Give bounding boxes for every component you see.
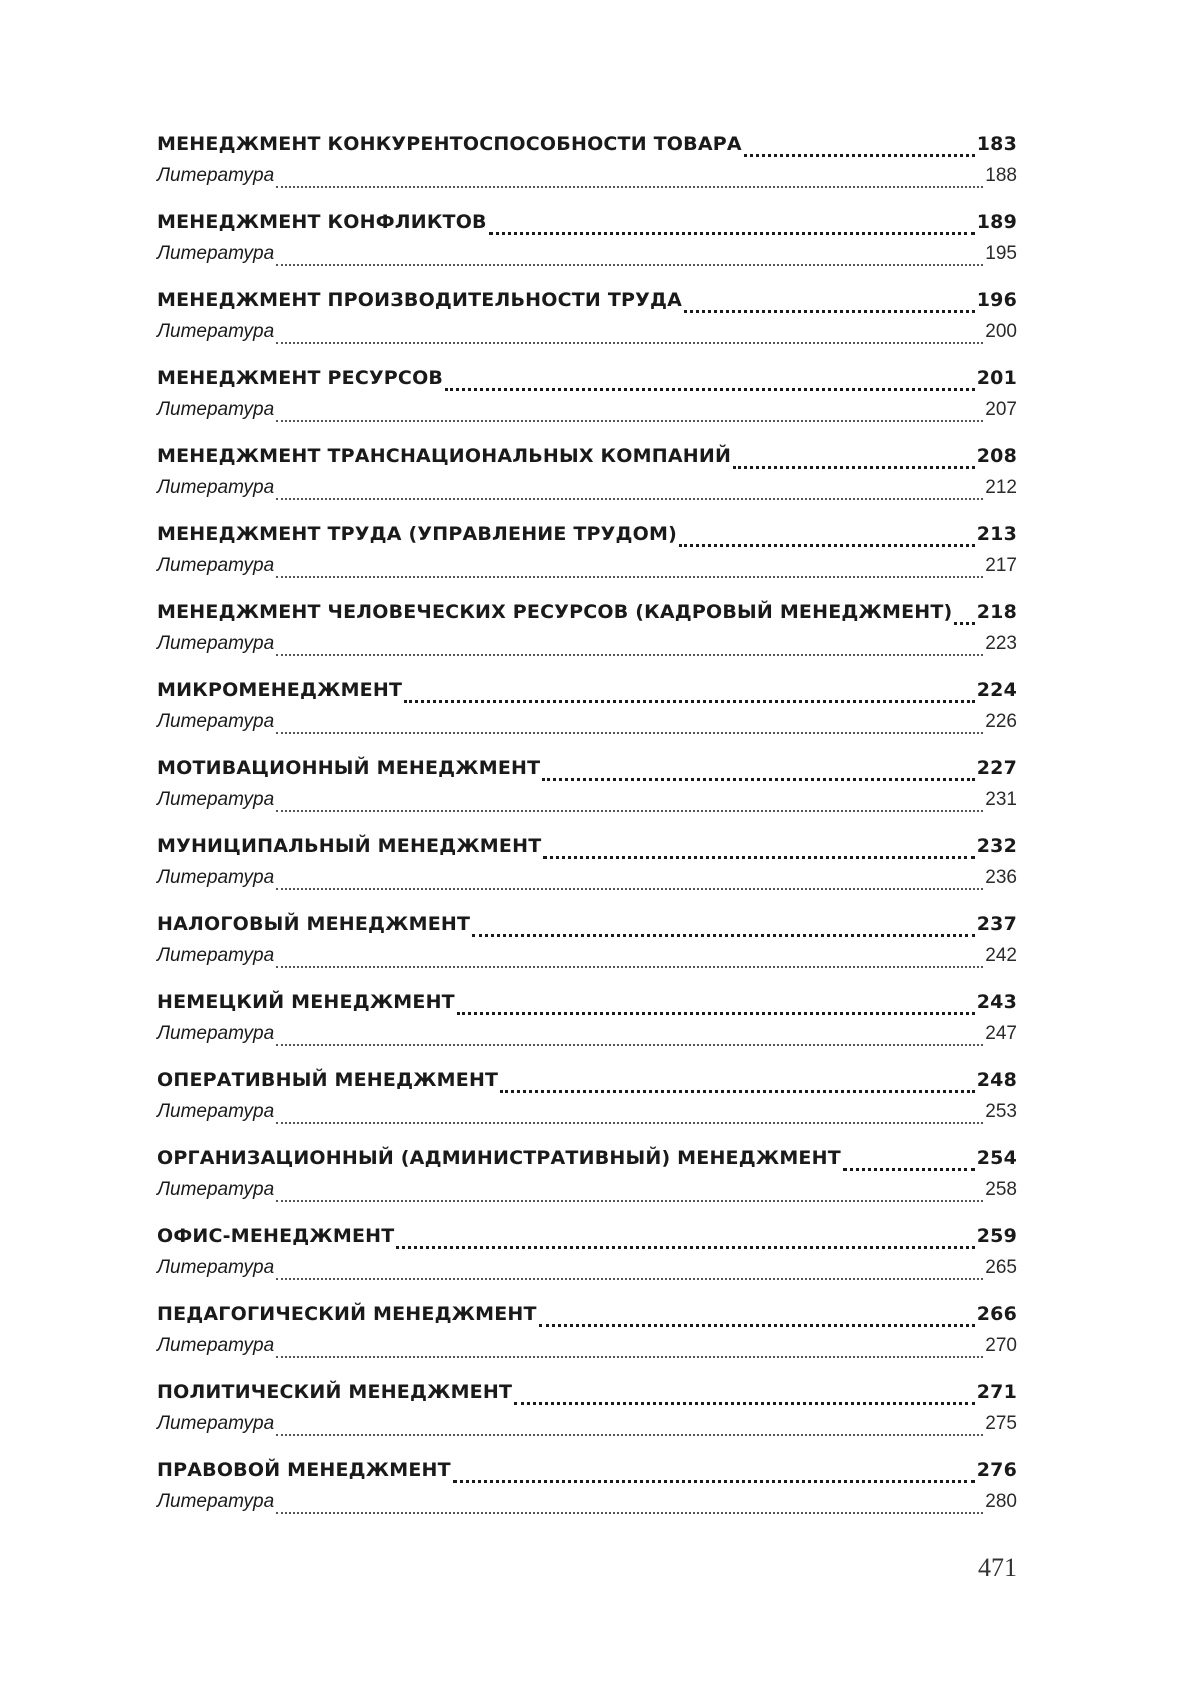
toc-entry (157, 1303, 1017, 1381)
dot-leader (276, 186, 983, 188)
toc-chapter-title: НАЛОГОВЫЙ МЕНЕДЖМЕНТ (157, 913, 471, 935)
dot-leader (276, 1122, 983, 1124)
toc-chapter-page: 224 (976, 679, 1017, 701)
toc-literature-title: Литература (157, 1413, 275, 1434)
dot-leader (733, 466, 975, 469)
dot-leader (276, 1512, 983, 1514)
dot-leader (276, 732, 983, 734)
toc-literature-row[interactable] (157, 789, 1017, 821)
toc-entry (157, 211, 1017, 289)
toc-literature-row[interactable] (157, 1413, 1017, 1445)
toc-chapter-page: 276 (976, 1459, 1017, 1481)
toc-literature-page: 195 (985, 243, 1017, 264)
toc-chapter-page: 218 (976, 601, 1017, 623)
toc-literature-title: Литература (157, 633, 275, 654)
toc-literature-page: 226 (985, 711, 1017, 732)
toc-chapter-title: ОФИС-МЕНЕДЖМЕНТ (157, 1225, 395, 1247)
toc-chapter-page: 232 (976, 835, 1017, 857)
toc-literature-page: 253 (985, 1101, 1017, 1122)
toc-literature-row[interactable] (157, 945, 1017, 977)
toc-chapter-page: 196 (976, 289, 1017, 311)
toc-chapter-row[interactable] (157, 835, 1017, 867)
dot-leader (276, 498, 983, 500)
toc-literature-page: 270 (985, 1335, 1017, 1356)
toc-entry (157, 679, 1017, 757)
toc-literature-page: 207 (985, 399, 1017, 420)
toc-literature-page: 280 (985, 1491, 1017, 1512)
toc-entry (157, 1381, 1017, 1459)
toc-entry (157, 1069, 1017, 1147)
toc-literature-row[interactable] (157, 477, 1017, 509)
dot-leader (457, 1012, 975, 1015)
toc-chapter-page: 201 (976, 367, 1017, 389)
toc-entry (157, 835, 1017, 913)
toc-chapter-page: 237 (976, 913, 1017, 935)
toc-chapter-title: МЕНЕДЖМЕНТ ПРОИЗВОДИТЕЛЬНОСТИ ТРУДА (157, 289, 682, 311)
toc-literature-title: Литература (157, 1257, 275, 1278)
toc-literature-title: Литература (157, 945, 275, 966)
toc-literature-row[interactable] (157, 321, 1017, 353)
dot-leader (276, 1434, 983, 1436)
toc-chapter-title: МУНИЦИПАЛЬНЫЙ МЕНЕДЖМЕНТ (157, 835, 542, 857)
dot-leader (539, 1324, 975, 1327)
toc-chapter-row[interactable] (157, 1069, 1017, 1101)
dot-leader (276, 342, 983, 344)
dot-leader (514, 1402, 975, 1405)
toc-entry (157, 445, 1017, 523)
dot-leader (276, 966, 983, 968)
dot-leader (843, 1168, 975, 1171)
dot-leader (684, 310, 975, 313)
toc-entry (157, 289, 1017, 367)
toc-chapter-title: МОТИВАЦИОННЫЙ МЕНЕДЖМЕНТ (157, 757, 541, 779)
toc-chapter-title: МЕНЕДЖМЕНТ РЕСУРСОВ (157, 367, 444, 389)
toc-literature-row[interactable] (157, 555, 1017, 587)
toc-literature-row[interactable] (157, 711, 1017, 743)
dot-leader (472, 934, 975, 937)
toc-literature-row[interactable] (157, 1257, 1017, 1289)
toc-entry (157, 757, 1017, 835)
toc-literature-page: 236 (985, 867, 1017, 888)
dot-leader (276, 264, 983, 266)
toc-entry (157, 601, 1017, 679)
toc-entry (157, 133, 1017, 211)
toc-literature-page: 223 (985, 633, 1017, 654)
dot-leader (744, 154, 975, 157)
toc-chapter-page: 266 (976, 1303, 1017, 1325)
toc-literature-title: Литература (157, 555, 275, 576)
toc-chapter-title: МЕНЕДЖМЕНТ ЧЕЛОВЕЧЕСКИХ РЕСУРСОВ (КАДРОВЫЙ МЕНЕДЖМЕНТ) (157, 601, 953, 623)
dot-leader (396, 1246, 974, 1249)
toc-chapter-title: ПРАВОВОЙ МЕНЕДЖМЕНТ (157, 1459, 451, 1481)
dot-leader (276, 810, 983, 812)
toc-chapter-row[interactable] (157, 913, 1017, 945)
dot-leader (500, 1090, 975, 1093)
toc-chapter-title: МЕНЕДЖМЕНТ ТРУДА (УПРАВЛЕНИЕ ТРУДОМ) (157, 523, 677, 545)
dot-leader (276, 888, 983, 890)
toc-chapter-page: 213 (976, 523, 1017, 545)
dot-leader (276, 1356, 983, 1358)
toc-literature-row[interactable] (157, 165, 1017, 197)
toc-literature-title: Литература (157, 867, 275, 888)
dot-leader (679, 544, 975, 547)
toc-literature-row[interactable] (157, 1023, 1017, 1055)
toc-literature-title: Литература (157, 789, 275, 810)
toc-literature-page: 265 (985, 1257, 1017, 1278)
toc-entry (157, 1147, 1017, 1225)
toc-chapter-row[interactable] (157, 289, 1017, 321)
toc-literature-page: 188 (985, 165, 1017, 186)
toc-chapter-page: 248 (976, 1069, 1017, 1091)
toc-literature-row[interactable] (157, 1335, 1017, 1367)
toc-chapter-page: 254 (976, 1147, 1017, 1169)
toc-entry (157, 991, 1017, 1069)
toc-chapter-row[interactable] (157, 757, 1017, 789)
toc-chapter-page: 189 (976, 211, 1017, 233)
dot-leader (489, 232, 975, 235)
toc-chapter-title: ОПЕРАТИВНЫЙ МЕНЕДЖМЕНТ (157, 1069, 499, 1091)
table-of-contents (157, 133, 1017, 1537)
toc-chapter-page: 271 (976, 1381, 1017, 1403)
page-number: 471 (978, 1553, 1017, 1582)
toc-chapter-title: МЕНЕДЖМЕНТ ТРАНСНАЦИОНАЛЬНЫХ КОМПАНИЙ (157, 445, 732, 467)
dot-leader (276, 654, 983, 656)
toc-literature-title: Литература (157, 243, 275, 264)
toc-chapter-page: 227 (976, 757, 1017, 779)
toc-chapter-title: МЕНЕДЖМЕНТ КОНКУРЕНТОСПОСОБНОСТИ ТОВАРА (157, 133, 742, 155)
toc-entry (157, 1225, 1017, 1303)
toc-literature-title: Литература (157, 1101, 275, 1122)
dot-leader (445, 388, 975, 391)
toc-chapter-row[interactable] (157, 211, 1017, 243)
toc-entry (157, 1459, 1017, 1537)
dot-leader (276, 1278, 983, 1280)
toc-chapter-title: МИКРОМЕНЕДЖМЕНТ (157, 679, 403, 701)
toc-list (157, 133, 1017, 1537)
toc-literature-row[interactable] (157, 1179, 1017, 1211)
dot-leader (276, 576, 983, 578)
toc-literature-page: 200 (985, 321, 1017, 342)
toc-chapter-page: 243 (976, 991, 1017, 1013)
dot-leader (954, 622, 974, 625)
toc-entry (157, 367, 1017, 445)
toc-chapter-row[interactable] (157, 523, 1017, 555)
toc-chapter-row[interactable] (157, 367, 1017, 399)
toc-chapter-row[interactable] (157, 601, 1017, 633)
toc-chapter-row[interactable] (157, 133, 1017, 165)
toc-literature-row[interactable] (157, 1491, 1017, 1523)
toc-literature-row[interactable] (157, 243, 1017, 275)
dot-leader (276, 420, 983, 422)
toc-literature-page: 212 (985, 477, 1017, 498)
toc-chapter-title: МЕНЕДЖМЕНТ КОНФЛИКТОВ (157, 211, 487, 233)
toc-chapter-row[interactable] (157, 1225, 1017, 1257)
toc-literature-row[interactable] (157, 1101, 1017, 1133)
toc-entry (157, 913, 1017, 991)
toc-literature-page: 275 (985, 1413, 1017, 1434)
toc-chapter-row[interactable] (157, 1147, 1017, 1179)
toc-literature-title: Литература (157, 1491, 275, 1512)
toc-literature-title: Литература (157, 1335, 275, 1356)
dot-leader (404, 700, 975, 703)
toc-chapter-page: 259 (976, 1225, 1017, 1247)
toc-literature-title: Литература (157, 165, 275, 186)
dot-leader (453, 1480, 975, 1483)
dot-leader (276, 1200, 983, 1202)
toc-literature-page: 258 (985, 1179, 1017, 1200)
toc-chapter-row[interactable] (157, 1303, 1017, 1335)
toc-literature-page: 242 (985, 945, 1017, 966)
toc-literature-row[interactable] (157, 399, 1017, 431)
toc-chapter-row[interactable] (157, 991, 1017, 1023)
toc-chapter-title: НЕМЕЦКИЙ МЕНЕДЖМЕНТ (157, 991, 455, 1013)
dot-leader (543, 856, 974, 859)
toc-literature-page: 247 (985, 1023, 1017, 1044)
toc-chapter-page: 208 (976, 445, 1017, 467)
dot-leader (542, 778, 974, 781)
dot-leader (276, 1044, 983, 1046)
toc-literature-title: Литература (157, 1023, 275, 1044)
toc-literature-page: 231 (985, 789, 1017, 810)
toc-chapter-title: ПЕДАГОГИЧЕСКИЙ МЕНЕДЖМЕНТ (157, 1303, 537, 1325)
toc-literature-title: Литература (157, 1179, 275, 1200)
toc-chapter-title: ПОЛИТИЧЕСКИЙ МЕНЕДЖМЕНТ (157, 1381, 513, 1403)
toc-literature-row[interactable] (157, 867, 1017, 899)
toc-literature-title: Литература (157, 477, 275, 498)
toc-literature-title: Литература (157, 399, 275, 420)
toc-chapter-row[interactable] (157, 1381, 1017, 1413)
toc-literature-row[interactable] (157, 633, 1017, 665)
toc-chapter-row[interactable] (157, 445, 1017, 477)
toc-literature-title: Литература (157, 321, 275, 342)
toc-entry (157, 523, 1017, 601)
toc-chapter-row[interactable] (157, 679, 1017, 711)
toc-chapter-row[interactable] (157, 1459, 1017, 1491)
toc-literature-title: Литература (157, 711, 275, 732)
toc-chapter-page: 183 (976, 133, 1017, 155)
toc-chapter-title: ОРГАНИЗАЦИОННЫЙ (АДМИНИСТРАТИВНЫЙ) МЕНЕДЖМЕНТ (157, 1147, 841, 1169)
toc-literature-page: 217 (985, 555, 1017, 576)
